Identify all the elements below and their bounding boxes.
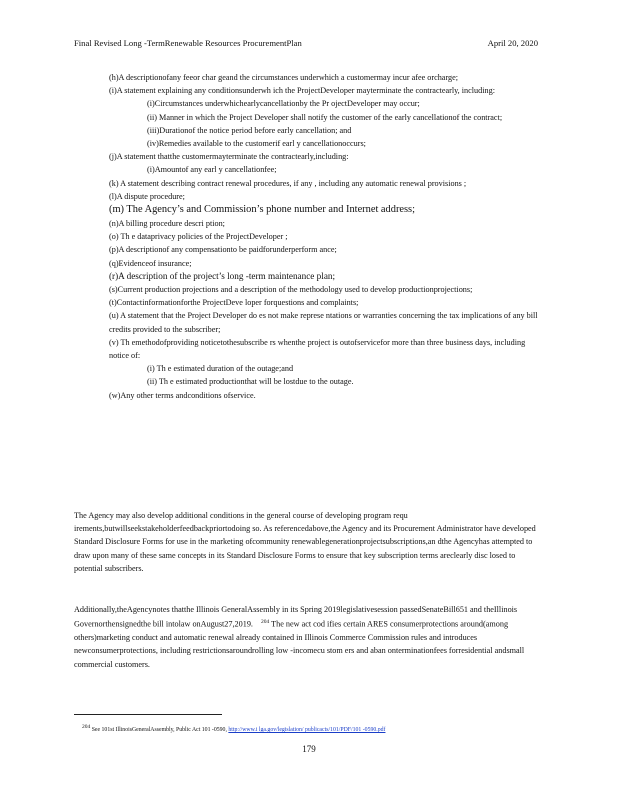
list-item: (h)A descriptionofany feeor char geand the circumstances underwhich a customermay incur afee orcharge; (109, 73, 459, 82)
list-subitem: (i) Th e estimated duration of the outage;and (147, 364, 294, 374)
paragraph-general-assembly-body: The new act cod ifies certain ARES consumerprotections around(among others)marketing conduct and automatic renewal already contained in Illinois Commerce Commission rules and introduces newconsumerprotections, including restrictionsaroundrolling low -incomecu stom ers and aban onterminationfees forresidential andsmall commercial customers. (74, 619, 525, 669)
list-subitem: (i)Amountof any earl y cancellationfee; (147, 165, 277, 175)
paragraph-general-assembly-lead: Additionally,theAgencynotes thatthe Illinois GeneralAssembly in its Spring 2019legislativesession passedSenateBill651 and theIllinois Governorthensignedthe bill intolaw onAugust27,2019. (74, 605, 518, 629)
list-item: (r)A description of the project’s long -term maintenance plan; (109, 270, 336, 281)
list-subitem: (ii) Th e estimated productionthat will be lostdue to the outage. (147, 377, 354, 387)
list-item: (l)A dispute procedure; (109, 191, 185, 201)
list-subitem: (ii) Manner in which the Project Developer shall notify the customer of the early cancellationof the contract; (147, 112, 503, 122)
list-item: (p)A descriptionof any compensationto be paidforunderperform ance; (109, 245, 337, 255)
paragraph-general-assembly (74, 603, 538, 671)
list-item: (o) Th e dataprivacy policies of the ProjectDeveloper ; (109, 232, 288, 242)
footnote (74, 724, 538, 733)
list-item: (n)A billing procedure descri ption; (109, 219, 225, 229)
running-header (74, 38, 538, 48)
footnote-link[interactable]: http://www.i lga.gov/legislation/ publicacts/101/PDF/101 -0590.pdf (228, 726, 386, 733)
list-item: (m) The Agency’s and Commission’s phone number and Internet address; (109, 204, 415, 216)
paragraph-standard-disclosure: The Agency may also develop additional conditions in the general course of developing program requ irements,butwillseekstakeholderfeedbackpriortodoing so. As referencedabove,the Agency and its Procurement Administrator have developed Standard Disclosure Forms for use in the marketing ofcommunity renewablegenerationprojectsubscriptions,an dthe Agencyhas attempted to draw upon many of these same concepts in its Standard Disclosure Forms to ensure that key subscription terms areclearly disc losed to potential subscribers. (74, 511, 536, 573)
footnote-reference[interactable]: 204 (260, 619, 270, 626)
list-item: (q)Evidenceof insurance; (109, 258, 192, 268)
disclosure-requirements-list (109, 71, 538, 402)
list-item: (u) A statement that the Project Developer do es not make represe ntations or warranties concerning the tax implications of any bill credits provided to the subscriber; (109, 311, 538, 334)
list-item: (v) Th emethodofproviding noticetothesubscribe rs whenthe project is outofservicefor more than three business days, including notice of: (109, 337, 526, 361)
page-number: 179 (302, 744, 316, 754)
footnote-divider (74, 714, 222, 715)
list-item: (w)Any other terms andconditions ofservice. (109, 390, 256, 400)
list-item: (j)A statement thatthe customermayterminate the contractearly,including: (109, 152, 349, 162)
list-item: (t)Contactinformationforthe ProjectDeve loper forquestions and complaints; (109, 298, 359, 308)
list-subitem: (i)Circumstances underwhichearlycancellationby the Pr ojectDeveloper may occur; (147, 99, 420, 109)
list-subitem: (iv)Remedies available to the customerif earl y cancellationoccurs; (147, 139, 366, 149)
list-item: (k) A statement describing contract renewal procedures, if any , including any automatic renewal provisions ; (109, 178, 467, 188)
list-item: (s)Current production projections and a description of the methodology used to develop productionprojections; (109, 285, 473, 295)
list-item: (i)A statement explaining any conditionsunderwh ich the ProjectDeveloper mayterminate the contractearly, including: (109, 86, 495, 96)
footnote-text: See 101st IllinoisGeneralAssembly, Public Act 101 -0590, (91, 726, 227, 733)
header-title: Final Revised Long -TermRenewable Resources ProcurementPlan (74, 38, 302, 48)
header-date: April 20, 2020 (487, 38, 538, 48)
footnote-number: 204 (82, 724, 91, 730)
list-subitem: (iii)Durationof the notice period before early cancellation; and (147, 125, 352, 135)
